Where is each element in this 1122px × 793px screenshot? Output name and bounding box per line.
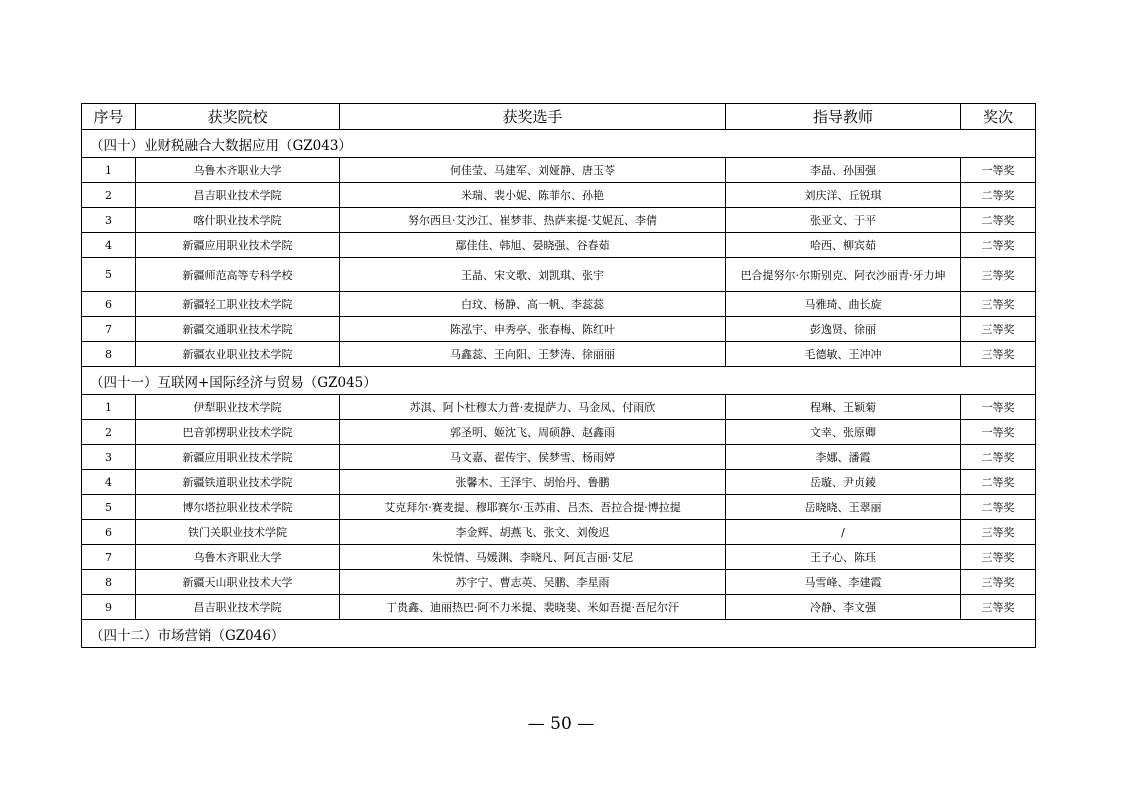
section-row xyxy=(82,367,1036,395)
table-row xyxy=(82,595,1036,620)
header-serial-number: 序号 xyxy=(82,104,136,130)
cell-school: 乌鲁木齐职业大学 xyxy=(136,158,340,183)
table-header-row xyxy=(82,104,1036,130)
table-row xyxy=(82,183,1036,208)
cell-school: 新疆应用职业技术学院 xyxy=(136,445,340,470)
table-row xyxy=(82,208,1036,233)
section-row xyxy=(82,130,1036,158)
section-title: （四十一）互联网+国际经济与贸易（GZ045） xyxy=(82,367,1036,395)
cell-teachers: 哈西、柳宾茹 xyxy=(726,233,961,258)
table-body xyxy=(82,130,1036,648)
cell-teachers: 李娜、潘霞 xyxy=(726,445,961,470)
cell-teachers: / xyxy=(726,520,961,545)
table-row xyxy=(82,420,1036,445)
cell-students: 白玟、杨静、高一帆、李蕊蕊 xyxy=(340,292,726,317)
cell-teachers: 刘庆洋、丘锐琪 xyxy=(726,183,961,208)
cell-serial-number: 8 xyxy=(82,342,136,367)
table-row xyxy=(82,570,1036,595)
cell-award: 二等奖 xyxy=(961,183,1036,208)
table-row xyxy=(82,445,1036,470)
cell-students: 艾克拜尔·赛麦提、穆耶赛尔·玉苏甫、吕杰、吾拉合提·博拉提 xyxy=(340,495,726,520)
cell-school: 伊犁职业技术学院 xyxy=(136,395,340,420)
cell-school: 铁门关职业技术学院 xyxy=(136,520,340,545)
header-teachers: 指导教师 xyxy=(726,104,961,130)
header-school: 获奖院校 xyxy=(136,104,340,130)
cell-teachers: 马雅琦、曲长旋 xyxy=(726,292,961,317)
cell-serial-number: 5 xyxy=(82,258,136,292)
cell-award: 二等奖 xyxy=(961,208,1036,233)
cell-award: 二等奖 xyxy=(961,495,1036,520)
cell-school: 乌鲁木齐职业大学 xyxy=(136,545,340,570)
table-row xyxy=(82,470,1036,495)
cell-serial-number: 3 xyxy=(82,445,136,470)
cell-students: 马文嘉、翟传宇、侯梦雪、杨雨婷 xyxy=(340,445,726,470)
cell-award: 三等奖 xyxy=(961,520,1036,545)
table-row xyxy=(82,292,1036,317)
cell-serial-number: 5 xyxy=(82,495,136,520)
header-award: 奖次 xyxy=(961,104,1036,130)
cell-students: 朱悦情、马媛渊、李晓凡、阿瓦吉丽·艾尼 xyxy=(340,545,726,570)
cell-award: 三等奖 xyxy=(961,570,1036,595)
section-title: （四十）业财税融合大数据应用（GZ043） xyxy=(82,130,1036,158)
cell-teachers: 巴合提努尔·尔斯别克、阿衣沙丽青·牙力坤 xyxy=(726,258,961,292)
cell-school: 新疆应用职业技术学院 xyxy=(136,233,340,258)
section-row xyxy=(82,620,1036,648)
cell-teachers: 岳璇、尹贞錂 xyxy=(726,470,961,495)
cell-award: 三等奖 xyxy=(961,317,1036,342)
table-row xyxy=(82,317,1036,342)
cell-students: 苏宇宁、曹志英、吴鹏、李星雨 xyxy=(340,570,726,595)
cell-serial-number: 8 xyxy=(82,570,136,595)
cell-award: 三等奖 xyxy=(961,292,1036,317)
cell-school: 喀什职业技术学院 xyxy=(136,208,340,233)
cell-teachers: 王子心、陈珏 xyxy=(726,545,961,570)
section-title: （四十二）市场营销（GZ046） xyxy=(82,620,1036,648)
cell-students: 鄢佳佳、韩旭、晏晓强、谷春茹 xyxy=(340,233,726,258)
table-row xyxy=(82,233,1036,258)
cell-students: 郭圣明、姬沈飞、周硕静、赵鑫雨 xyxy=(340,420,726,445)
cell-school: 新疆铁道职业技术学院 xyxy=(136,470,340,495)
cell-school: 新疆天山职业技术大学 xyxy=(136,570,340,595)
header-students: 获奖选手 xyxy=(340,104,726,130)
cell-award: 三等奖 xyxy=(961,595,1036,620)
cell-award: 三等奖 xyxy=(961,545,1036,570)
cell-serial-number: 9 xyxy=(82,595,136,620)
cell-school: 巴音郭楞职业技术学院 xyxy=(136,420,340,445)
table-row xyxy=(82,495,1036,520)
cell-serial-number: 3 xyxy=(82,208,136,233)
cell-teachers: 李晶、孙国强 xyxy=(726,158,961,183)
cell-school: 新疆交通职业技术学院 xyxy=(136,317,340,342)
cell-school: 新疆农业职业技术学院 xyxy=(136,342,340,367)
table-row xyxy=(82,520,1036,545)
table-row xyxy=(82,258,1036,292)
cell-teachers: 岳晓晓、王翠丽 xyxy=(726,495,961,520)
cell-students: 努尔西旦·艾沙江、崔梦菲、热萨来提·艾妮瓦、李倩 xyxy=(340,208,726,233)
cell-students: 马鑫蕊、王向阳、王梦涛、徐丽丽 xyxy=(340,342,726,367)
cell-teachers: 文幸、张原卿 xyxy=(726,420,961,445)
cell-students: 米瑞、裴小妮、陈菲尔、孙艳 xyxy=(340,183,726,208)
cell-serial-number: 6 xyxy=(82,292,136,317)
cell-award: 一等奖 xyxy=(961,395,1036,420)
cell-serial-number: 4 xyxy=(82,233,136,258)
table-row xyxy=(82,545,1036,570)
table-row xyxy=(82,158,1036,183)
cell-serial-number: 6 xyxy=(82,520,136,545)
cell-students: 李金辉、胡燕飞、张文、刘俊迟 xyxy=(340,520,726,545)
cell-students: 张馨木、王泽宇、胡怡丹、鲁鹏 xyxy=(340,470,726,495)
cell-students: 苏淇、阿卜杜穆太力普·麦提萨力、马金凤、付雨欣 xyxy=(340,395,726,420)
cell-award: 二等奖 xyxy=(961,445,1036,470)
cell-students: 何佳莹、马建军、刘娅静、唐玉苓 xyxy=(340,158,726,183)
cell-serial-number: 1 xyxy=(82,395,136,420)
cell-teachers: 彭逸贤、徐丽 xyxy=(726,317,961,342)
cell-teachers: 毛德敏、王冲冲 xyxy=(726,342,961,367)
cell-serial-number: 4 xyxy=(82,470,136,495)
table-row xyxy=(82,342,1036,367)
cell-award: 二等奖 xyxy=(961,470,1036,495)
cell-school: 博尔塔拉职业技术学院 xyxy=(136,495,340,520)
cell-serial-number: 1 xyxy=(82,158,136,183)
cell-school: 昌吉职业技术学院 xyxy=(136,183,340,208)
cell-serial-number: 7 xyxy=(82,545,136,570)
cell-students: 王晶、宋文歌、刘凯琪、张宇 xyxy=(340,258,726,292)
cell-school: 新疆轻工职业技术学院 xyxy=(136,292,340,317)
cell-award: 三等奖 xyxy=(961,342,1036,367)
table-row xyxy=(82,395,1036,420)
cell-students: 丁贵鑫、迪丽热巴·阿不力米提、裴晓斐、米如吾提·吾尼尔汗 xyxy=(340,595,726,620)
cell-teachers: 程琳、王颖菊 xyxy=(726,395,961,420)
awards-table xyxy=(81,103,1036,648)
cell-award: 一等奖 xyxy=(961,420,1036,445)
cell-school: 新疆师范高等专科学校 xyxy=(136,258,340,292)
cell-teachers: 张亚文、于平 xyxy=(726,208,961,233)
cell-serial-number: 2 xyxy=(82,183,136,208)
cell-award: 三等奖 xyxy=(961,258,1036,292)
cell-students: 陈泓宇、申秀亭、张春梅、陈红叶 xyxy=(340,317,726,342)
cell-teachers: 冷静、李文强 xyxy=(726,595,961,620)
cell-teachers: 马雪峰、李建霞 xyxy=(726,570,961,595)
page-number: — 50 — xyxy=(527,714,595,734)
cell-award: 二等奖 xyxy=(961,233,1036,258)
cell-school: 昌吉职业技术学院 xyxy=(136,595,340,620)
cell-award: 一等奖 xyxy=(961,158,1036,183)
cell-serial-number: 7 xyxy=(82,317,136,342)
cell-serial-number: 2 xyxy=(82,420,136,445)
